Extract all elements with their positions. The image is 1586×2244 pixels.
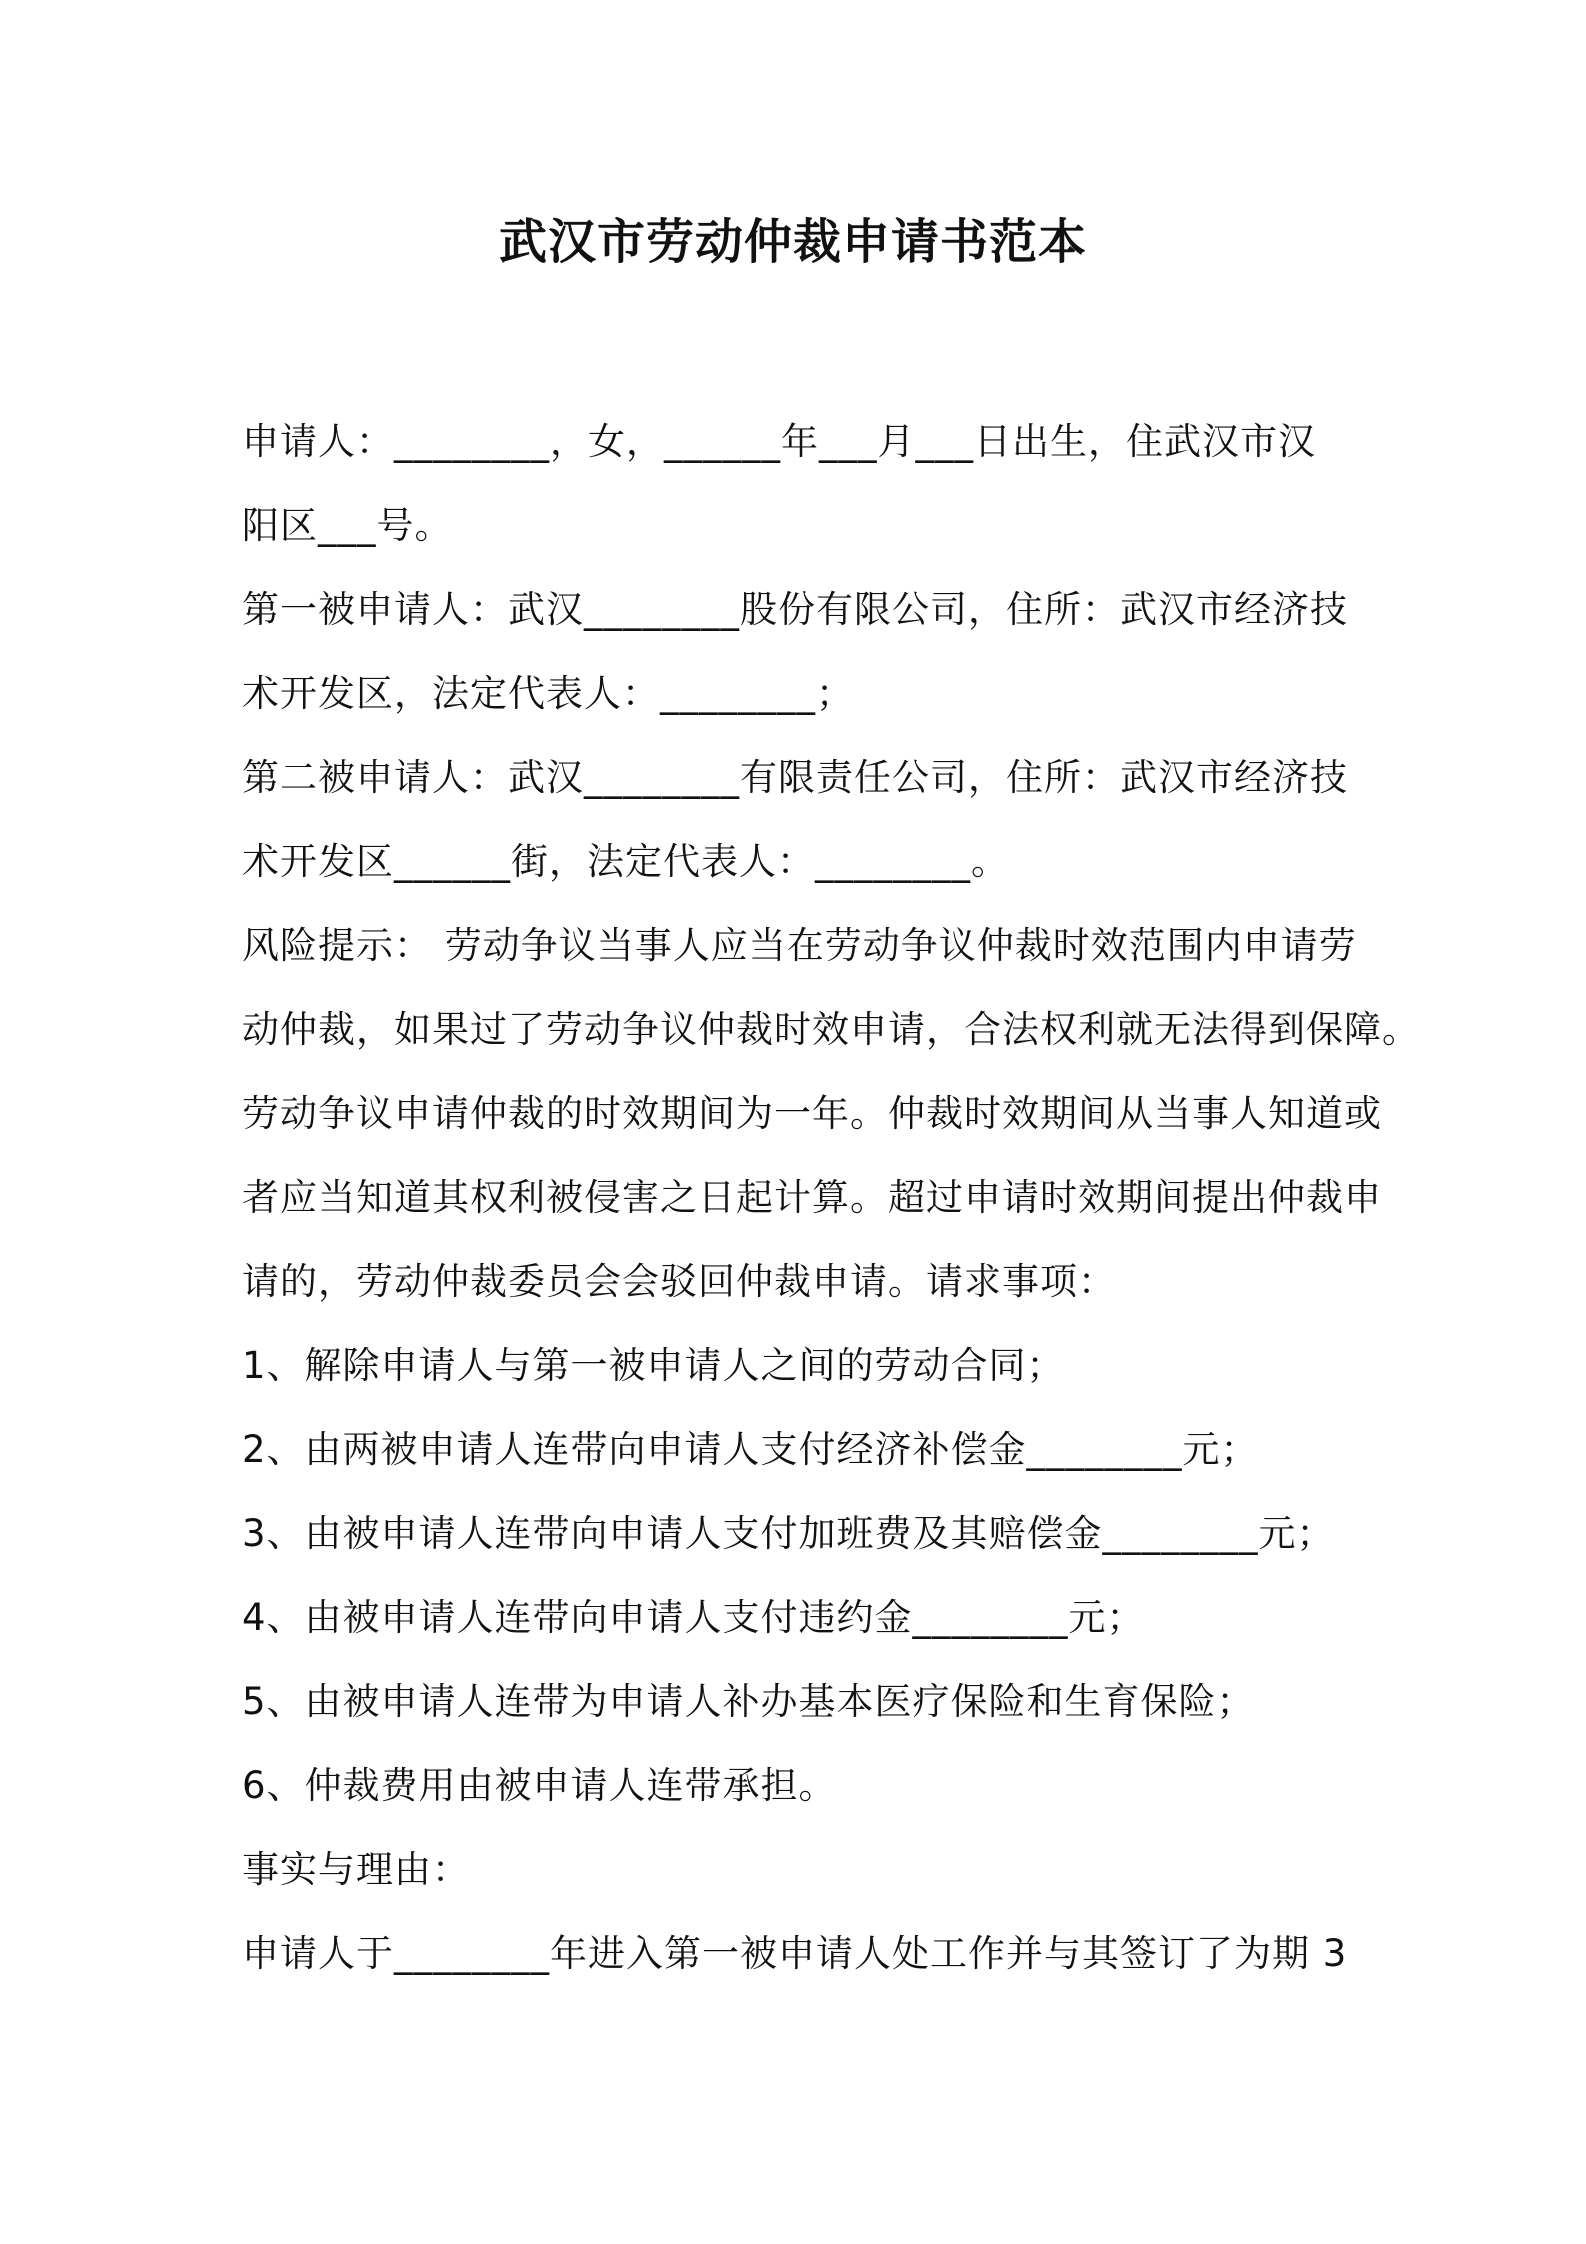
first-respondent-line-cont: 术开发区，法定代表人：________；: [242, 672, 854, 715]
risk-notice-line: 劳动争议申请仲裁的时效期间为一年。仲裁时效期间从当事人知道或: [242, 1092, 1382, 1135]
claim-item: 3、由被申请人连带向申请人支付加班费及其赔偿金________元；: [242, 1512, 1335, 1555]
risk-notice-line: 者应当知道其权利被侵害之日起计算。超过申请时效期间提出仲裁申: [242, 1176, 1382, 1219]
claim-item: 5、由被申请人连带为申请人补办基本医疗保险和生育保险；: [242, 1680, 1255, 1723]
claim-item: 1、解除申请人与第一被申请人之间的劳动合同；: [242, 1344, 1065, 1387]
facts-heading: 事实与理由：: [242, 1848, 470, 1891]
applicant-line: 申请人：________，女，______年___月___日出生，住武汉市汉: [242, 420, 1316, 463]
risk-notice-line: 请的，劳动仲裁委员会会驳回仲裁申请。请求事项：: [242, 1260, 1116, 1303]
applicant-line-cont: 阳区___号。: [242, 504, 453, 547]
risk-notice-line: 动仲裁，如果过了劳动争议仲裁时效申请，合法权利就无法得到保障。: [242, 1008, 1420, 1051]
second-respondent-line-cont: 术开发区______街，法定代表人：________。: [242, 840, 1009, 883]
risk-notice-line: 风险提示： 劳动争议当事人应当在劳动争议仲裁时效范围内申请劳: [242, 924, 1357, 967]
first-respondent-line: 第一被申请人：武汉________股份有限公司，住所：武汉市经济技: [242, 588, 1348, 631]
claim-item: 4、由被申请人连带向申请人支付违约金________元；: [242, 1596, 1145, 1639]
facts-line: 申请人于________年进入第一被申请人处工作并与其签订了为期 3: [242, 1932, 1348, 1975]
second-respondent-line: 第二被申请人：武汉________有限责任公司，住所：武汉市经济技: [242, 756, 1348, 799]
claim-item: 2、由两被申请人连带向申请人支付经济补偿金________元；: [242, 1428, 1259, 1471]
document-title: 武汉市劳动仲裁申请书范本: [498, 214, 1087, 270]
claim-item: 6、仲裁费用由被申请人连带承担。: [242, 1764, 837, 1807]
document-body: [242, 400, 1420, 1996]
